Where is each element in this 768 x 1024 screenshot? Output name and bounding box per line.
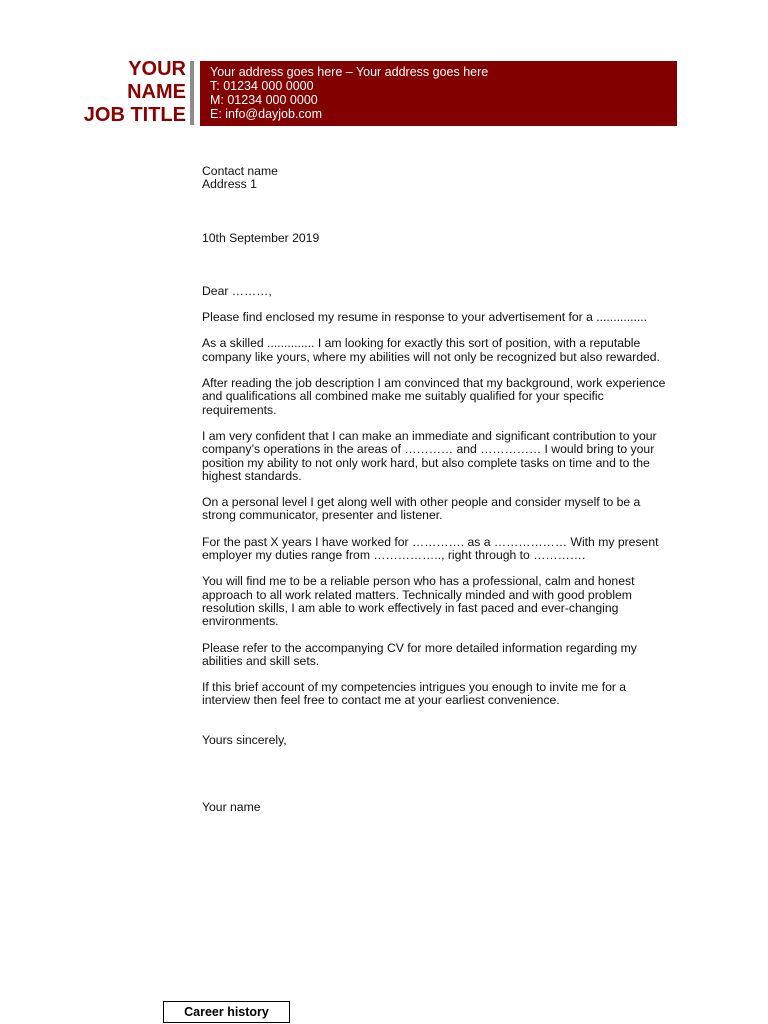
closing: Yours sincerely,	[202, 732, 287, 747]
career-history-heading: Career history	[163, 1001, 290, 1023]
contact-header-box	[200, 61, 677, 126]
paragraph: If this brief account of my competencies intrigues you enough to invite me for a interview then feel free to contact me at your earliest convenience.	[202, 680, 627, 708]
job-title: JOB TITLE	[83, 104, 186, 126]
salutation: Dear ………,	[202, 283, 272, 298]
paragraph: After reading the job description I am convinced that my background, work experience and qualifications all combined make me suitably qualified for your specific requirements.	[202, 376, 666, 417]
paragraph: Please find enclosed my resume in response to your advertisement for a ...............	[202, 310, 648, 325]
recipient-address: Address 1	[202, 177, 257, 192]
recipient-contact-name: Contact name	[202, 164, 278, 178]
letter-body	[202, 165, 672, 814]
header-address: Your address goes here – Your address goes here	[210, 65, 489, 79]
paragraph: As a skilled .............. I am looking for exactly this sort of position, with a reputable company like yours, where my abilities will not only be recognized but also rewarded.	[202, 336, 660, 364]
header-divider	[190, 61, 194, 125]
name-line-2: NAME	[127, 81, 186, 103]
paragraph: Please refer to the accompanying CV for more detailed information regarding my abilities and skill sets.	[202, 640, 637, 668]
paragraph: I am very confident that I can make an immediate and significant contribution to your company’s operations in the areas of ………… and …………… I would bring to your position my ability to not only work hard, but also complete tasks on time and to the highest standards.	[202, 428, 657, 483]
name-line-1: YOUR	[128, 58, 186, 80]
name-and-title-block	[84, 58, 186, 127]
paragraph: On a personal level I get along well with other people and consider myself to be a strong communicator, presenter and listener.	[202, 495, 641, 523]
letter-date: 10th September 2019	[202, 230, 320, 245]
header-mobile: M: 01234 000 0000	[210, 93, 318, 107]
paragraph: You will find me to be a reliable person who has a professional, calm and honest approach to all work related matters. Technically minded and with good problem resolution skills, I am able to work effectively in fast paced and ever-changing environments.	[202, 574, 635, 629]
header-email: E: info@dayjob.com	[210, 107, 323, 121]
header-telephone: T: 01234 000 0000	[210, 79, 314, 93]
signature-name: Your name	[202, 800, 261, 815]
paragraph: For the past X years I have worked for …………. as a ……………… With my present employer my duties range from …………….., right through to ………….	[202, 534, 659, 563]
